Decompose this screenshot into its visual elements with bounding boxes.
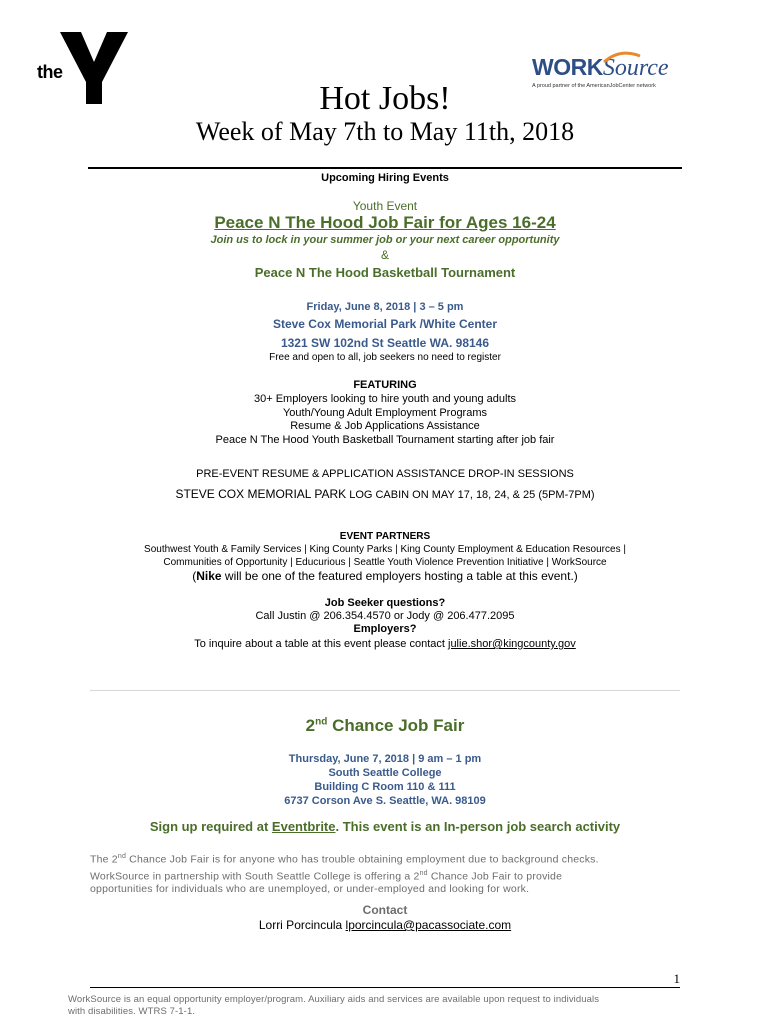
pre-event-details: LOG CABIN ON MAY 17, 18, 24, & 25 (5PM-7PM) <box>346 489 595 501</box>
worksource-swoosh-icon <box>602 50 642 64</box>
contact-line <box>0 918 770 932</box>
second-chance-title-sup: nd <box>315 716 328 728</box>
employer-contact-text: To inquire about a table at this event please contact <box>194 638 448 650</box>
featuring-item: Peace N The Hood Youth Basketball Tournament starting after job fair <box>215 433 555 446</box>
header-divider <box>88 167 682 169</box>
worksource-work-text: WORK <box>532 54 603 80</box>
seeker-contact: Call Justin @ 206.354.4570 or Jody @ 206.477.2095 <box>255 610 515 622</box>
desc-sup: nd <box>419 869 428 877</box>
youth-event-address: 1321 SW 102nd St Seattle WA. 98146 <box>280 336 490 350</box>
second-chance-title-text: Chance Job Fair <box>327 716 465 735</box>
desc-text: The 2 <box>90 853 118 866</box>
footer-line: with disabilities. WTRS 7-1-1. <box>68 1006 196 1017</box>
signup-text-b: . This event is an In-person job search activity <box>335 819 621 834</box>
employer-email-link[interactable]: julie.shor@kingcounty.gov <box>448 638 576 650</box>
second-chance-title <box>0 716 770 736</box>
free-note: Free and open to all, job seekers no need to register <box>269 352 501 363</box>
second-chance-details <box>0 752 770 808</box>
nike-note-paren: ( <box>192 569 197 583</box>
partners-line: Southwest Youth & Family Services | King County Parks | King County Employment & Education Resources | <box>144 544 626 555</box>
footer-line: WorkSource is an equal opportunity employer/program. Auxiliary aids and services are available upon request to individuals <box>68 994 600 1005</box>
pre-event-line-2 <box>0 487 770 501</box>
section-divider <box>90 690 680 691</box>
ymca-small-text: YMCA <box>102 81 115 100</box>
contact-email-link[interactable]: lporcincula@pacassociate.com <box>345 918 512 932</box>
description-line <box>90 850 700 867</box>
page-number: 1 <box>673 971 680 986</box>
seeker-heading: Job Seeker questions? <box>324 597 446 609</box>
second-chance-description <box>90 850 700 896</box>
pre-event-park: STEVE COX MEMORIAL PARK <box>175 487 347 501</box>
worksource-source-text: Source <box>602 55 669 81</box>
footer-disclaimer <box>68 994 708 1018</box>
youth-event-venue: Steve Cox Memorial Park /White Center <box>272 317 498 331</box>
week-subtitle: Week of May 7th to May 11th, 2018 <box>195 117 575 146</box>
youth-event-label: Youth Event <box>352 199 418 213</box>
employer-heading: Employers? <box>353 623 417 635</box>
desc-sup: nd <box>117 853 127 860</box>
desc-text: Chance Job Fair is for anyone who has trouble obtaining employment due to background checks. <box>126 853 599 866</box>
youth-event-subtitle: Join us to lock in your summer job or your next career opportunity <box>210 234 560 246</box>
featuring-item: 30+ Employers looking to hire youth and young adults <box>253 393 517 405</box>
nike-note-text: will be one of the featured employers hosting a table at this event.) <box>221 569 578 583</box>
nike-note-brand: Nike <box>196 569 222 583</box>
signup-line <box>0 819 770 834</box>
partners-list <box>0 544 770 569</box>
nike-note <box>0 569 770 583</box>
contact-name: Lorri Porcincula <box>258 918 346 932</box>
employer-contact <box>0 638 770 650</box>
pre-event-line-1: PRE-EVENT RESUME & APPLICATION ASSISTANCE DROP-IN SESSIONS <box>196 468 574 480</box>
tournament-title: Peace N The Hood Basketball Tournament <box>254 265 516 280</box>
featuring-item: Resume & Job Applications Assistance <box>290 420 480 432</box>
desc-text: WorkSource in partnership with South Seattle College is offering a 2 <box>90 870 420 882</box>
hiring-events-heading: Upcoming Hiring Events <box>321 172 449 184</box>
ampersand: & <box>380 248 389 262</box>
worksource-tagline: A proud partner of the AmericanJobCenter network <box>532 83 656 89</box>
featuring-list <box>0 393 770 447</box>
signup-text-a: Sign up required at <box>149 819 272 834</box>
partners-line: Communities of Opportunity | Educurious | Seattle Youth Violence Prevention Initiative | WorkSource <box>163 556 607 568</box>
featuring-item: Youth/Young Adult Employment Programs <box>282 406 488 419</box>
second-chance-building: Building C Room 110 & 111 <box>314 781 456 793</box>
featuring-heading: FEATURING <box>353 379 417 391</box>
second-chance-college: South Seattle College <box>328 767 442 779</box>
second-chance-date: Thursday, June 7, 2018 | 9 am – 1 pm <box>288 753 482 765</box>
ymca-the-text: the <box>37 62 63 82</box>
description-line <box>90 867 700 884</box>
page-title: Hot Jobs! <box>319 80 451 117</box>
contact-heading: Contact <box>362 903 408 917</box>
partners-heading: EVENT PARTNERS <box>339 531 431 542</box>
youth-event-title: Peace N The Hood Job Fair for Ages 16-24 <box>214 213 556 232</box>
second-chance-address: 6737 Corson Ave S. Seattle, WA. 98109 <box>284 795 486 807</box>
second-chance-title-num: 2 <box>305 716 316 735</box>
footer-rule <box>90 987 680 988</box>
eventbrite-link[interactable]: Eventbrite <box>271 819 336 834</box>
desc-text: Chance Job Fair to provide <box>427 870 563 882</box>
youth-event-date: Friday, June 8, 2018 | 3 – 5 pm <box>306 301 464 313</box>
description-line: opportunities for individuals who are unemployed, or under-employed and looking for work. <box>90 883 530 895</box>
